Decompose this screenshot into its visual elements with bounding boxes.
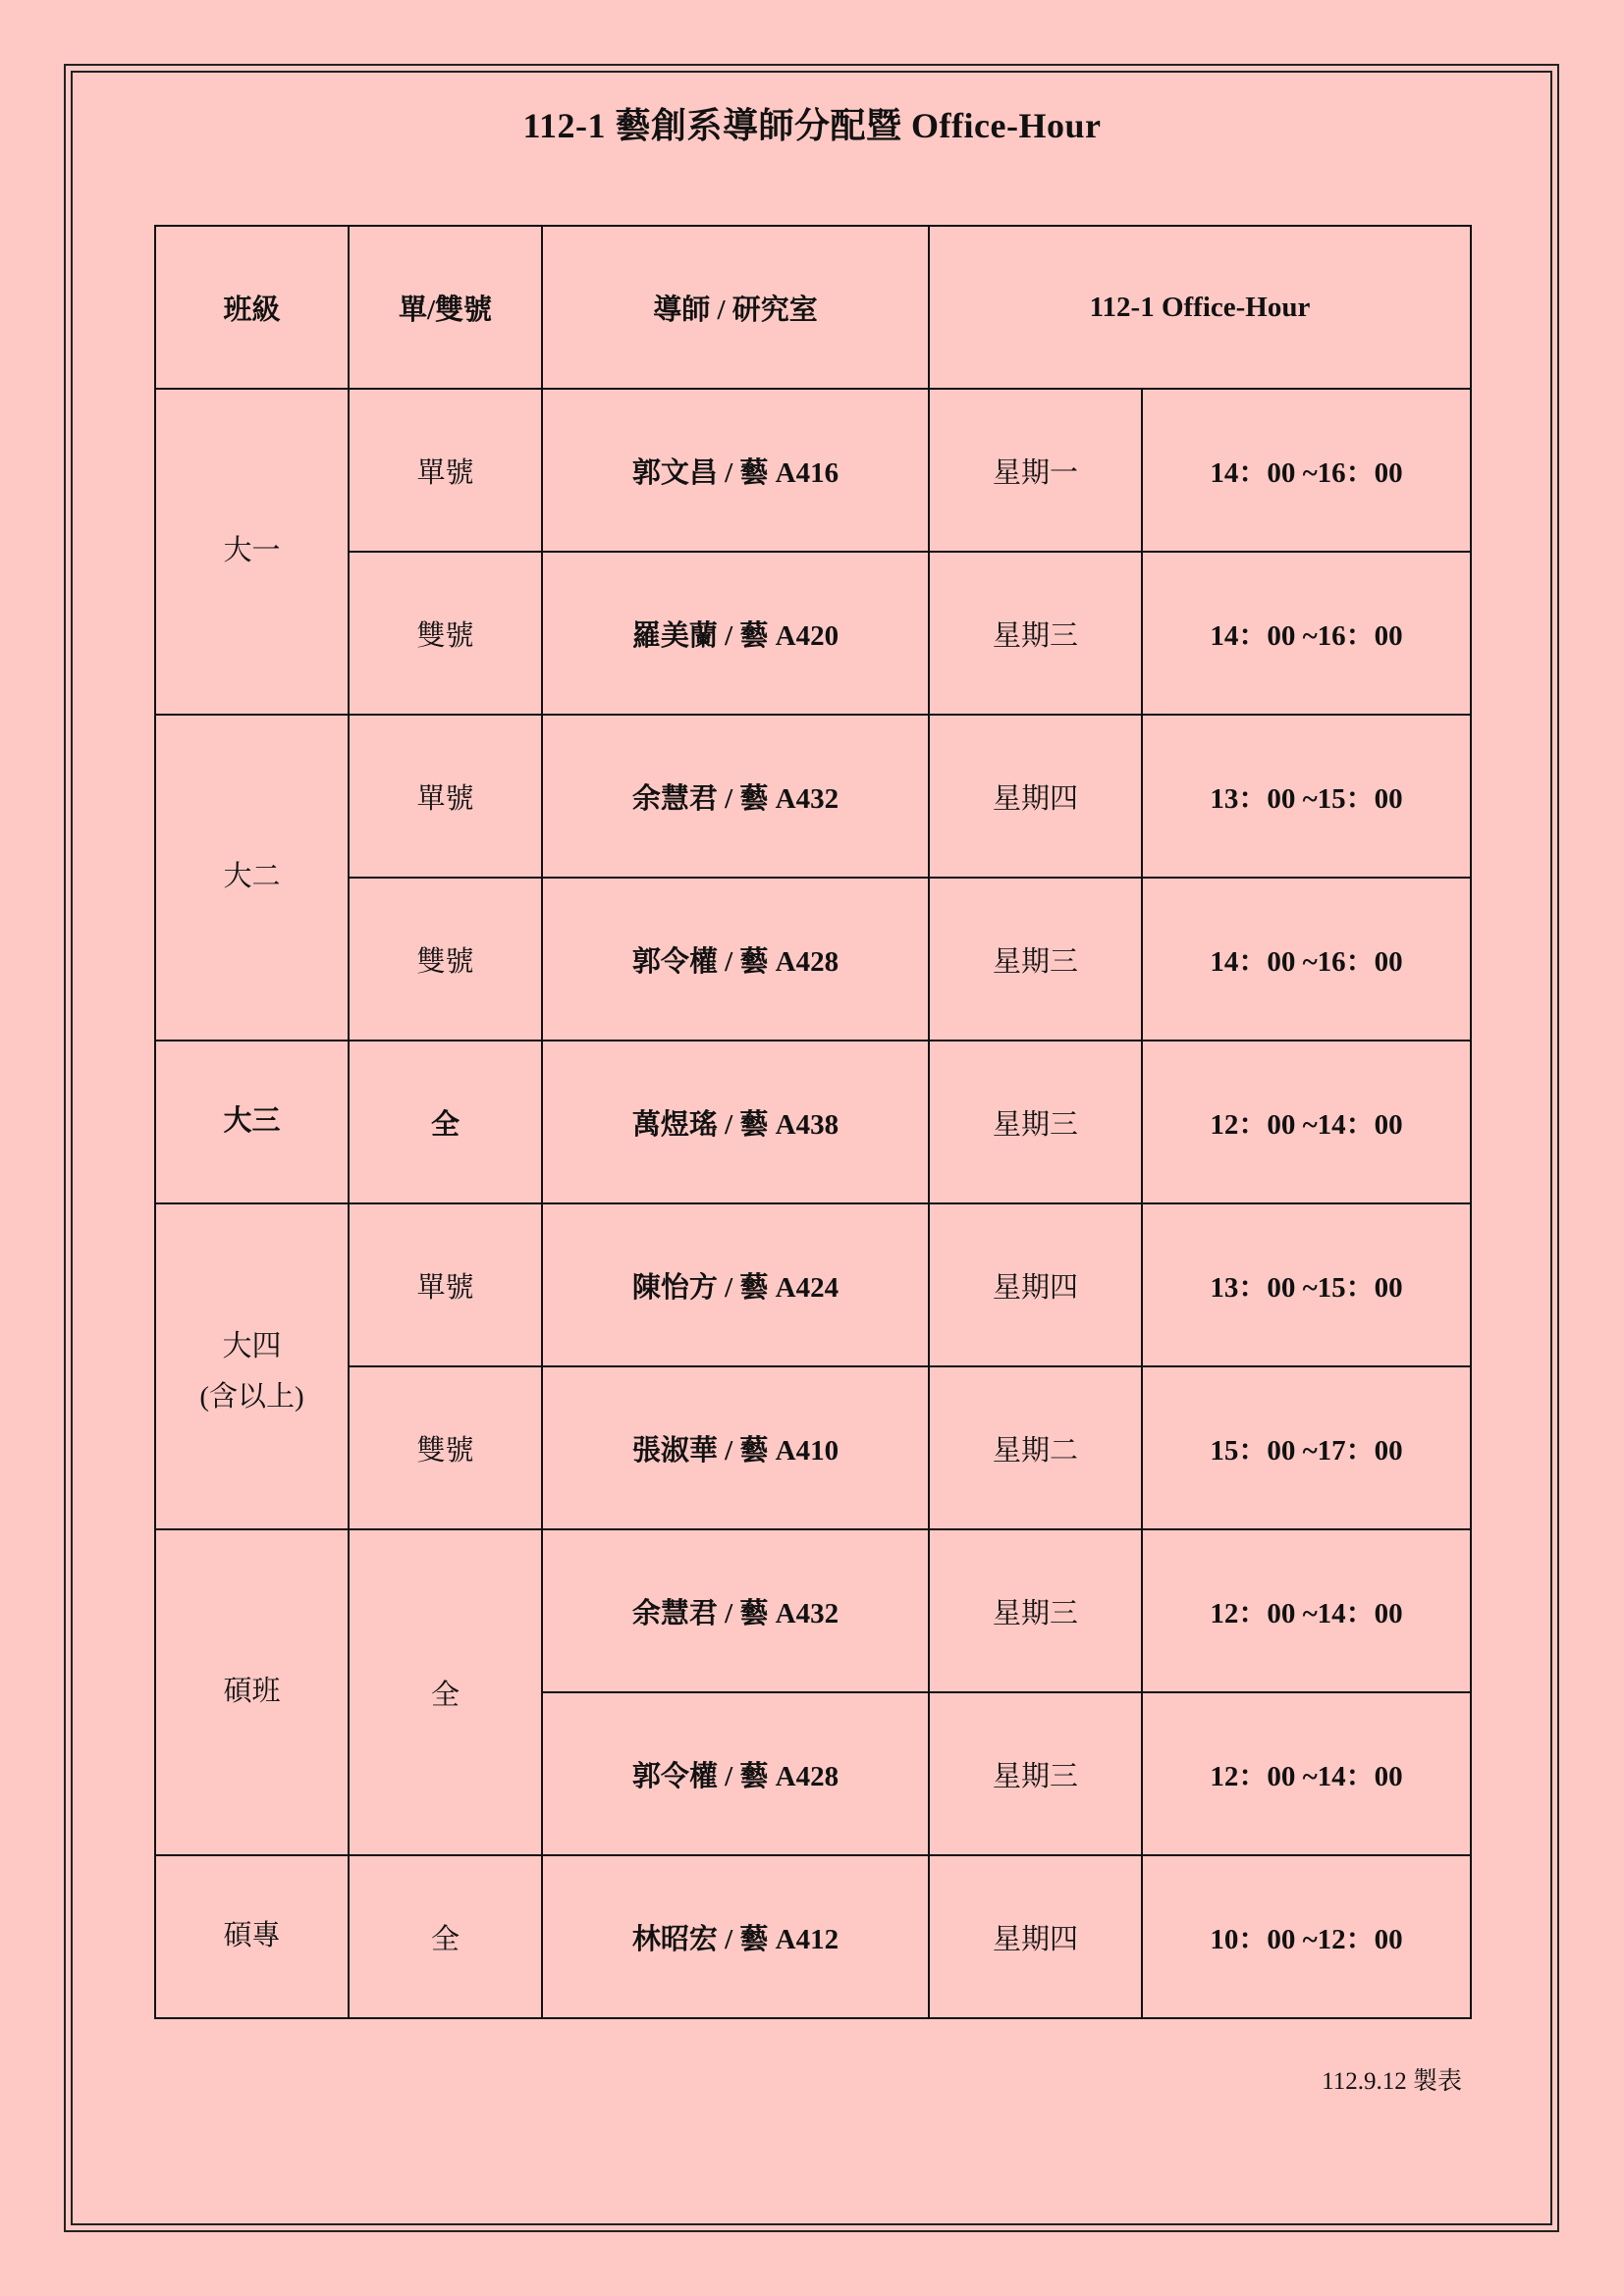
day-cell: 星期四 [929, 715, 1142, 878]
table-row [155, 1366, 1471, 1529]
time-cell: 10：00 ~12：00 [1142, 1855, 1471, 2018]
time-cell: 13：00 ~15：00 [1142, 715, 1471, 878]
tutor-cell: 郭文昌 / 藝 A416 [542, 389, 929, 552]
class-cell: 大三 [155, 1041, 349, 1203]
time-cell: 12：00 ~14：00 [1142, 1041, 1471, 1203]
day-cell: 星期三 [929, 552, 1142, 715]
class-cell: 碩專 [155, 1855, 349, 2018]
day-cell: 星期四 [929, 1855, 1142, 2018]
table-row [155, 715, 1471, 878]
tutor-cell: 張淑華 / 藝 A410 [542, 1366, 929, 1529]
table-row [155, 1041, 1471, 1203]
time-cell: 14：00 ~16：00 [1142, 552, 1471, 715]
odd-even-cell: 雙號 [349, 552, 542, 715]
class-cell: 大二 [155, 715, 349, 1041]
class-label: 大四 [222, 1330, 282, 1362]
day-cell: 星期三 [929, 1692, 1142, 1855]
schedule-table [154, 225, 1472, 2019]
table-header-row [155, 226, 1471, 389]
day-cell: 星期四 [929, 1203, 1142, 1366]
time-cell: 12：00 ~14：00 [1142, 1692, 1471, 1855]
odd-even-cell: 雙號 [349, 878, 542, 1041]
odd-even-cell: 全 [349, 1041, 542, 1203]
table-row [155, 389, 1471, 552]
day-cell: 星期三 [929, 878, 1142, 1041]
table-row [155, 878, 1471, 1041]
header-class: 班級 [155, 226, 349, 389]
time-cell: 14：00 ~16：00 [1142, 389, 1471, 552]
tutor-cell: 郭令權 / 藝 A428 [542, 878, 929, 1041]
tutor-cell: 羅美蘭 / 藝 A420 [542, 552, 929, 715]
tutor-cell: 陳怡方 / 藝 A424 [542, 1203, 929, 1366]
class-cell: 大一 [155, 389, 349, 715]
tutor-cell: 林昭宏 / 藝 A412 [542, 1855, 929, 2018]
footnote-date: 112.9.12 製表 [1322, 2068, 1462, 2095]
odd-even-cell: 單號 [349, 715, 542, 878]
time-cell: 14：00 ~16：00 [1142, 878, 1471, 1041]
header-tutor-room: 導師 / 研究室 [542, 226, 929, 389]
table-row [155, 1529, 1471, 1692]
time-cell: 13：00 ~15：00 [1142, 1203, 1471, 1366]
day-cell: 星期二 [929, 1366, 1142, 1529]
odd-even-cell: 雙號 [349, 1366, 542, 1529]
table-row [155, 1203, 1471, 1366]
header-odd-even: 單/雙號 [349, 226, 542, 389]
class-cell [155, 1203, 349, 1529]
odd-even-cell: 全 [349, 1529, 542, 1855]
tutor-cell: 郭令權 / 藝 A428 [542, 1692, 929, 1855]
tutor-cell: 萬煜瑤 / 藝 A438 [542, 1041, 929, 1203]
time-cell: 12：00 ~14：00 [1142, 1529, 1471, 1692]
day-cell: 星期三 [929, 1041, 1142, 1203]
page-title: 112-1 藝創系導師分配暨 Office-Hour [522, 106, 1102, 145]
class-sublabel: (含以上) [199, 1381, 304, 1413]
day-cell: 星期一 [929, 389, 1142, 552]
odd-even-cell: 單號 [349, 389, 542, 552]
time-cell: 15：00 ~17：00 [1142, 1366, 1471, 1529]
odd-even-cell: 單號 [349, 1203, 542, 1366]
odd-even-cell: 全 [349, 1855, 542, 2018]
tutor-cell: 余慧君 / 藝 A432 [542, 1529, 929, 1692]
header-office-hour: 112-1 Office-Hour [929, 226, 1471, 389]
class-cell: 碩班 [155, 1529, 349, 1855]
table-row [155, 1855, 1471, 2018]
day-cell: 星期三 [929, 1529, 1142, 1692]
tutor-cell: 余慧君 / 藝 A432 [542, 715, 929, 878]
table-row [155, 552, 1471, 715]
